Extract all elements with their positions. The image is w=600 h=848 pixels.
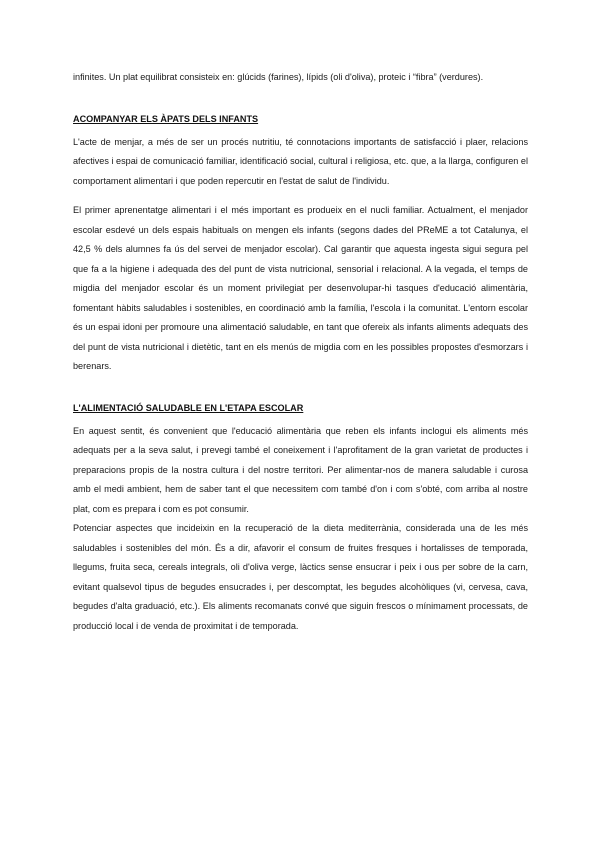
body-paragraph: Potenciar aspectes que incideixin en la recuperació de la dieta mediterrània, considerada una de les més saludables i sostenibles del món. És a dir, afavorir el consum de fruites fresques i hortalisses de temporada, llegums, fruita seca, cereals integrals, oli d'oliva verge, làctics sense ensucrar i peix i ous per sobre de la carn, evitant qualsevol tipus de begudes ensucrades i, per descomptat, les begudes alcohòliques (vi, cervesa, cava, begudes d'alta graduació, etc.). Els aliments recomanats convé que siguin frescos o mínimament processats, de producció local i de venda de proximitat i de temporada. <box>73 523 528 631</box>
section-heading-healthy-school-eating: L'ALIMENTACIÓ SALUDABLE EN L'ETAPA ESCOLAR <box>73 402 304 413</box>
document-page <box>73 68 528 636</box>
body-paragraph: El primer aprenentatge alimentari i el més important es produeix en el nucli familiar. Actualment, el menjador escolar esdevé un dels espais habituals on mengen els infants (segons dades del PReME a tot Catalunya, el 42,5 % dels alumnes fa ús del servei de menjador escolar). Cal garantir que aquesta ingesta sigui segura pel que fa a la higiene i adequada des del punt de vista nutricional, sensorial i relacional. A la vegada, el temps de migdia del menjador escolar és un moment privilegiat per desenvolupar-hi tasques d'educació alimentària, fomentant hàbits saludables i sostenibles, en coordinació amb la família, l'escola i la comunitat. L'entorn escolar és un espai idoni per promoure una alimentació saludable, en tant que ofereix als infants aliments adequats des del punt de vista nutricional i dietètic, tant en els menús de migdia com en les possibles propostes d'esmorzars i berenars. <box>73 205 528 371</box>
intro-paragraph: infinites. Un plat equilibrat consisteix en: glúcids (farines), lípids (oli d'oliva), proteic i “fibra” (verdures). <box>73 72 484 82</box>
section-heading-accompanying-meals: ACOMPANYAR ELS ÀPATS DELS INFANTS <box>73 113 259 124</box>
body-paragraph: L'acte de menjar, a més de ser un procés nutritiu, té connotacions importants de satisfacció i plaer, relacions afectives i espai de comunicació familiar, identificació social, cultural i religiosa, etc. que, a la llarga, configuren el comportament alimentari i que poden repercutir en l'estat de salut de l'individu. <box>73 136 528 186</box>
body-paragraph: En aquest sentit, és convenient que l'educació alimentària que reben els infants inclogui els aliments més adequats per a la seva salut, i prevegi també el coneixement i l'aprofitament de la gran varietat de productes i preparacions propis de la nostra cultura i del nostre territori. Per alimentar-nos de manera saludable i curosa amb el medi ambient, hem de saber tant el que necessitem com també d'on i com s'obté, com arriba al nostre plat, com es prepara i com es pot consumir. <box>73 425 528 514</box>
